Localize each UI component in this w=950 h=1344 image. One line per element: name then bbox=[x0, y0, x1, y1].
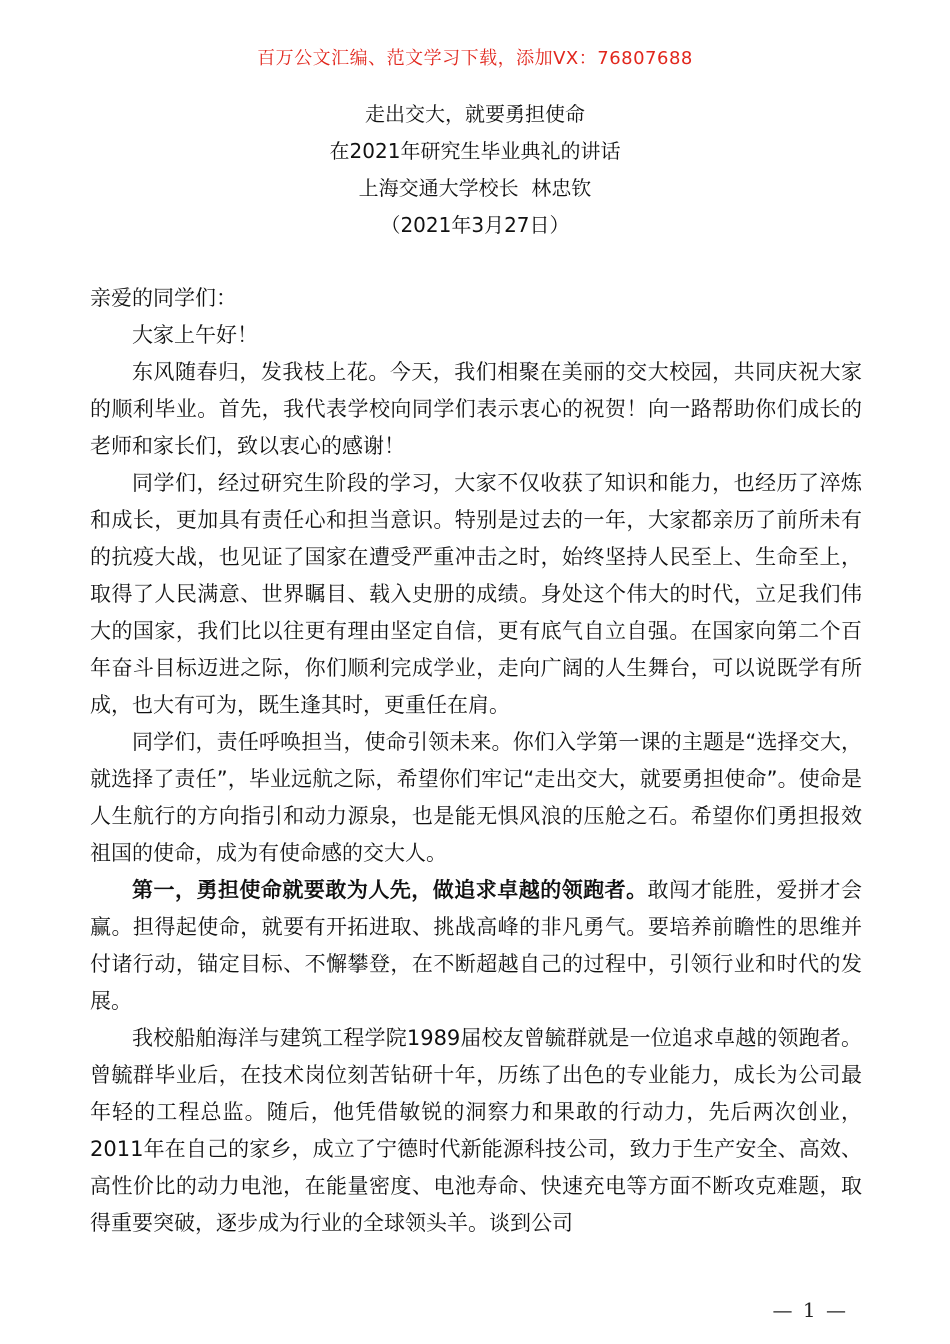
paragraph-1: 东风随春归，发我枝上花。今天，我们相聚在美丽的交大校园，共同庆祝大家的顺利毕业。首先，我代表学校向同学们表示衷心的祝贺！向一路帮助你们成长的老师和家长们，致以衷心的感谢！ bbox=[90, 360, 862, 458]
greeting: 大家上午好！ bbox=[132, 323, 258, 347]
paragraph-4-heading: 第一，勇担使命就要敢为人先，做追求卓越的领跑者。 bbox=[132, 878, 648, 902]
paragraph-4-text: 敢闯才能胜，爱拼才会赢。担得起使命，就要有开拓进取、挑战高峰的非凡勇气。要培养前瞻性的思维并付诸行动，锚定目标、不懈攀登，在不断超越自己的过程中，引领行业和时代的发展。 bbox=[90, 878, 863, 1013]
paragraph-5: 我校船舶海洋与建筑工程学院1989届校友曾毓群就是一位追求卓越的领跑者。曾毓群毕业后，在技术岗位刻苦钻研十年，历练了出色的专业能力，成长为公司最年轻的工程总监。随后，他凭借敏锐的洞察力和果敢的行动力，先后两次创业，2011年在自己的家乡，成立了宁德时代新能源科技公司，致力于生产安全、高效、高性价比的动力电池，在能量密度、电池寿命、快速充电等方面不断攻克难题，取得重要突破，逐步成为行业的全球领头羊。谈到公司 bbox=[90, 1026, 862, 1235]
speech-subtitle: 在2021年研究生毕业典礼的讲话 bbox=[329, 139, 621, 163]
paragraph-3: 同学们，责任呼唤担当，使命引领未来。你们入学第一课的主题是“选择交大，就选择了责任”，毕业远航之际，希望你们牢记“走出交大，就要勇担使命”。使命是人生航行的方向指引和动力源泉，也是能无惧风浪的压舱之石。希望你们勇担报效祖国的使命，成为有使命感的交大人。 bbox=[90, 730, 862, 865]
speech-date: （2021年3月27日） bbox=[380, 213, 570, 237]
paragraph-4 bbox=[90, 872, 862, 1020]
paragraph-2: 同学们，经过研究生阶段的学习，大家不仅收获了知识和能力，也经历了淬炼和成长，更加具有责任心和担当意识。特别是过去的一年，大家都亲历了前所未有的抗疫大战，也见证了国家在遭受严重冲击之时，始终坚持人民至上、生命至上，取得了人民满意、世界瞩目、载入史册的成绩。身处这个伟大的时代，立足我们伟大的国家，我们比以往更有理由坚定自信，更有底气自立自强。在国家向第二个百年奋斗目标迈进之际，你们顺利完成学业，走向广阔的人生舞台，可以说既学有所成，也大有可为，既生逢其时，更重任在肩。 bbox=[90, 471, 862, 717]
speech-header bbox=[0, 96, 950, 244]
salutation: 亲爱的同学们： bbox=[90, 286, 237, 310]
promo-banner: 百万公文汇编、范文学习下载，添加VX：76807688 bbox=[257, 48, 693, 69]
page-number: — 1 — bbox=[772, 1298, 848, 1322]
speech-title: 走出交大，就要勇担使命 bbox=[365, 102, 585, 126]
speech-author: 上海交通大学校长 林忠钦 bbox=[358, 176, 592, 200]
speech-body bbox=[90, 280, 862, 1242]
